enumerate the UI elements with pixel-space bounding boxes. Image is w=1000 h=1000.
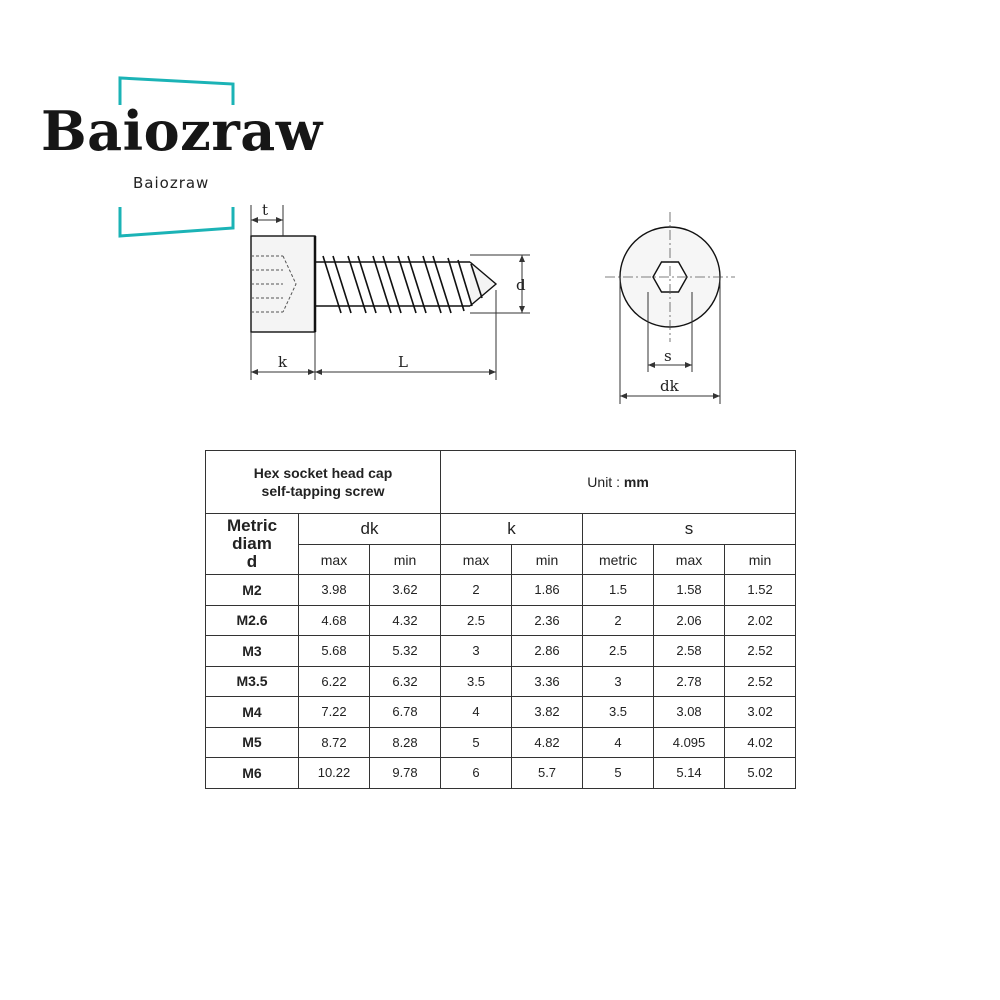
table-title-row [206, 451, 796, 514]
value-cell: 2.86 [512, 636, 583, 667]
value-cell: 3.36 [512, 666, 583, 697]
value-cell: 1.58 [654, 575, 725, 606]
value-cell: 5.7 [512, 758, 583, 789]
value-cell: 4.095 [654, 727, 725, 758]
value-cell: 2.06 [654, 605, 725, 636]
table-title [206, 451, 441, 514]
value-cell: 2.78 [654, 666, 725, 697]
size-cell: M6 [206, 758, 299, 789]
table-row [206, 666, 796, 697]
value-cell: 3.98 [299, 575, 370, 606]
value-cell: 4 [441, 697, 512, 728]
value-cell: 5 [583, 758, 654, 789]
subheader-k-max: max [441, 545, 512, 575]
table-row [206, 636, 796, 667]
size-cell: M3.5 [206, 666, 299, 697]
subheader-dk-max: max [299, 545, 370, 575]
dim-label-L: L [398, 353, 408, 371]
screw-side-view [251, 236, 496, 332]
table-title-line-1: Hex socket head cap [253, 465, 393, 481]
group-header-s: s [583, 514, 796, 545]
value-cell: 3.02 [725, 697, 796, 728]
dim-label-s: s [664, 347, 672, 365]
value-cell: 2.02 [725, 605, 796, 636]
value-cell: 4.68 [299, 605, 370, 636]
unit-label: Unit : [587, 474, 620, 490]
table-row [206, 575, 796, 606]
table-row [206, 605, 796, 636]
value-cell: 3 [583, 666, 654, 697]
size-cell: M3 [206, 636, 299, 667]
value-cell: 2.36 [512, 605, 583, 636]
table-group-header-row [206, 514, 796, 545]
value-cell: 3 [441, 636, 512, 667]
value-cell: 6 [441, 758, 512, 789]
value-cell: 5.32 [370, 636, 441, 667]
value-cell: 8.28 [370, 727, 441, 758]
value-cell: 3.62 [370, 575, 441, 606]
group-header-dk: dk [299, 514, 441, 545]
value-cell: 2.5 [583, 636, 654, 667]
metric-diam-header-line-2: d [246, 552, 258, 571]
dim-label-k: k [278, 353, 288, 371]
value-cell: 5 [441, 727, 512, 758]
value-cell: 1.5 [583, 575, 654, 606]
value-cell: 8.72 [299, 727, 370, 758]
value-cell: 1.52 [725, 575, 796, 606]
value-cell: 2.58 [654, 636, 725, 667]
value-cell: 4.82 [512, 727, 583, 758]
value-cell: 2 [441, 575, 512, 606]
value-cell: 6.32 [370, 666, 441, 697]
size-cell: M5 [206, 727, 299, 758]
value-cell: 2.52 [725, 636, 796, 667]
group-header-k: k [441, 514, 583, 545]
brand-logo-subtext: Baiozraw [133, 174, 210, 192]
value-cell: 5.02 [725, 758, 796, 789]
size-cell: M4 [206, 697, 299, 728]
value-cell: 2.52 [725, 666, 796, 697]
table-row [206, 697, 796, 728]
brand-logo-text: Baiozraw [41, 99, 323, 163]
value-cell: 7.22 [299, 697, 370, 728]
subheader-k-min: min [512, 545, 583, 575]
screw-tip [470, 262, 496, 306]
subheader-dk-min: min [370, 545, 441, 575]
value-cell: 2 [583, 605, 654, 636]
value-cell: 3.82 [512, 697, 583, 728]
value-cell: 3.08 [654, 697, 725, 728]
value-cell: 5.68 [299, 636, 370, 667]
value-cell: 1.86 [512, 575, 583, 606]
value-cell: 6.78 [370, 697, 441, 728]
subheader-s-min: min [725, 545, 796, 575]
subheader-s-max: max [654, 545, 725, 575]
value-cell: 3.5 [441, 666, 512, 697]
screw-threads [323, 256, 482, 313]
table-row [206, 727, 796, 758]
value-cell: 6.22 [299, 666, 370, 697]
table-title-line-2: self-tapping screw [261, 483, 385, 499]
dim-label-t: t [262, 201, 269, 219]
dim-label-d: d [516, 276, 526, 294]
screw-technical-drawing [0, 0, 1000, 440]
size-cell: M2.6 [206, 605, 299, 636]
metric-diam-header-line-1: Metric diam [226, 516, 278, 553]
screw-end-view [605, 212, 735, 342]
value-cell: 2.5 [441, 605, 512, 636]
value-cell: 3.5 [583, 697, 654, 728]
value-cell: 4.32 [370, 605, 441, 636]
value-cell: 4.02 [725, 727, 796, 758]
value-cell: 9.78 [370, 758, 441, 789]
subheader-s-metric: metric [583, 545, 654, 575]
table-row [206, 758, 796, 789]
unit-value: mm [623, 474, 649, 490]
value-cell: 10.22 [299, 758, 370, 789]
value-cell: 5.14 [654, 758, 725, 789]
value-cell: 4 [583, 727, 654, 758]
dim-label-dk: dk [660, 377, 679, 395]
size-cell: M2 [206, 575, 299, 606]
spec-table [205, 450, 796, 789]
unit-cell [441, 451, 796, 514]
metric-diam-header [206, 514, 299, 575]
